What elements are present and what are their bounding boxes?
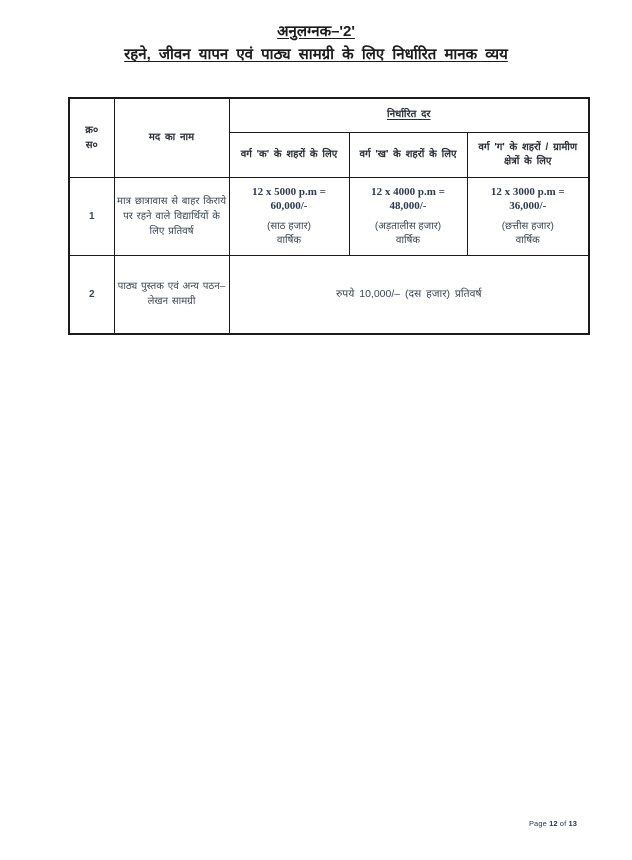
rate-formula: 12 x 5000 p.m = (252, 185, 326, 198)
expense-standards-table (68, 97, 590, 335)
rate-amount: 36,000/- (509, 200, 547, 212)
header-rate-class-b: वर्ग 'ख' के शहरों के लिए (349, 132, 467, 177)
annexure-title: अनुलग्नक–'2' (277, 23, 355, 40)
header-rate-class-c: वर्ग 'ग' के शहरों / ग्रामीण क्षेत्रों के लिए (467, 132, 589, 177)
table-header-row-group (69, 98, 589, 132)
rate-in-words: (छत्तीस हजार) (501, 221, 554, 233)
rate-period: वार्षिक (515, 234, 540, 246)
row2-merged-rate: रुपये 10,000/– (दस हजार) प्रतिवर्ष (229, 255, 589, 334)
header-serial-label: क्र० स० (85, 124, 99, 151)
footer-total-pages: 13 (568, 819, 577, 828)
rate-amount: 60,000/- (270, 200, 308, 212)
row2-serial: 2 (69, 255, 114, 334)
header-rate-class-a: वर्ग 'क' के शहरों के लिए (229, 132, 349, 177)
rate-formula: 12 x 3000 p.m = (490, 185, 565, 198)
row1-serial: 1 (69, 177, 114, 255)
footer-page-number: 12 (549, 819, 558, 828)
page-number-footer (529, 819, 577, 828)
rate-period: वार्षिक (276, 234, 302, 246)
row1-item-name: मात्र छात्रावास से बाहर किराये पर रहने वाले विद्यार्थियों के लिए प्रतिवर्ष (114, 177, 229, 255)
row1-rate-class-b (349, 177, 467, 255)
page-subtitle: रहने, जीवन यापन एवं पाठ्य सामग्री के लिए निर्धारित मानक व्यय (124, 46, 508, 63)
rate-amount: 48,000/- (389, 200, 427, 212)
footer-of-label: of (559, 819, 567, 828)
header-rate-group (229, 98, 589, 132)
row2-item-name: पाठ्य पुस्तक एवं अन्य पठन–लेखन सामग्री (114, 255, 229, 334)
table-row (69, 177, 589, 255)
header-item-name: मद का नाम (114, 98, 229, 177)
rate-formula: 12 x 4000 p.m = (371, 185, 445, 198)
header-rate-group-label: निर्धारित दर (387, 109, 431, 121)
rate-in-words: (साठ हजार) (266, 221, 311, 233)
table-row (69, 255, 589, 334)
row1-rate-class-c (467, 177, 589, 255)
header-serial (69, 98, 114, 177)
rate-period: वार्षिक (395, 234, 421, 246)
row1-rate-class-a (229, 177, 349, 255)
footer-page-label: Page (528, 819, 547, 828)
rate-in-words: (अड़तालीस हजार) (374, 221, 442, 233)
